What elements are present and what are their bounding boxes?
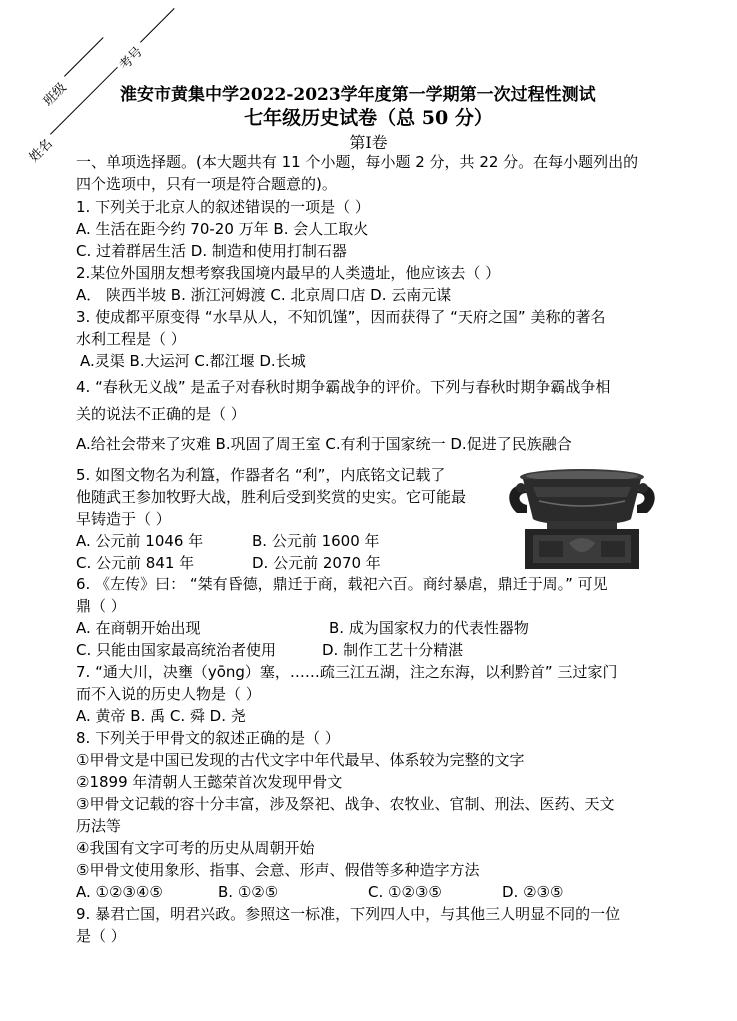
q8-option-c: C. ①②③⑤ [368, 883, 442, 901]
q2-options: A． 陕西半坡 B. 浙江河姆渡 C. 北京周口店 D. 云南元谋 [76, 286, 452, 304]
q1-options-line1: A. 生活在距今约 70-20 万年 B. 会人工取火 [76, 220, 369, 238]
q8-option-b: B. ①②⑤ [218, 883, 279, 901]
q5-option-d: D. 公元前 2070 年 [252, 554, 381, 572]
q6-option-a: A. 在商朝开始出现 [76, 619, 201, 637]
q7-stem-line2: 而不入说的历史人物是（ ） [76, 685, 261, 703]
q7-stem-line1: 7. “通大川，决壅（yōng）塞，……疏三江五湖，注之东海，以利黔首” 三过家门 [76, 663, 618, 681]
q8-item-1: ①甲骨文是中国已发现的古代文字中年代最早、体系较为完整的文字 [76, 751, 525, 769]
q3-options: A.灵渠 B.大运河 C.都江堰 D.长城 [80, 352, 306, 370]
section-intro-line1: 一、单项选择题。(本大题共有 11 个小题，每小题 2 分，共 22 分。在每小题列出的 [76, 153, 639, 171]
q6-option-b: B. 成为国家权力的代表性器物 [329, 619, 529, 637]
q8-item-5: ⑤甲骨文使用象形、指事、会意、形声、假借等多种造字方法 [76, 861, 480, 879]
q1-stem: 1. 下列关于北京人的叙述错误的一项是（ ） [76, 198, 370, 216]
q8-item-4: ④我国有文字可考的历史从周朝开始 [76, 839, 315, 857]
q5-option-a: A. 公元前 1046 年 [76, 532, 204, 550]
q4-options: A.给社会带来了灾难 B.巩固了周王室 C.有利于国家统一 D.促进了民族融合 [76, 435, 572, 453]
class-blank[interactable] [64, 37, 104, 77]
li-gui-bronze-vessel-image [503, 463, 661, 573]
q8-option-d: D. ②③⑤ [502, 883, 564, 901]
q6-stem-line1: 6. 《左传》曰： “桀有昏德，鼎迁于商，载祀六百。商纣暴虐，鼎迁于周。” 可见 [76, 575, 608, 593]
number-blank[interactable] [140, 8, 175, 43]
q8-item-3-line2: 历法等 [76, 817, 122, 835]
q4-stem-line2: 关的说法不正确的是（ ） [76, 405, 246, 423]
q6-stem-line2: 鼎（ ） [76, 597, 126, 615]
q8-stem: 8. 下列关于甲骨文的叙述正确的是（ ） [76, 729, 340, 747]
section-intro-line2: 四个选项中，只有一项是符合题意的)。 [76, 175, 337, 193]
q4-stem-line1: 4. “春秋无义战” 是孟子对春秋时期争霸战争的评价。下列与春秋时期争霸战争相 [76, 378, 611, 396]
q2-stem: 2.某位外国朋友想考察我国境内最早的人类遗址，他应该去（ ） [76, 264, 501, 282]
paper-title: 七年级历史试卷（总 50 分） [244, 107, 493, 129]
q5-stem-line2: 他随武王参加牧野大战，胜利后受到奖赏的史实。它可能最 [76, 488, 467, 506]
q3-stem-line2: 水利工程是（ ） [76, 330, 186, 348]
volume-label: 第Ⅰ卷 [349, 133, 388, 152]
number-label: 考号 [116, 44, 146, 74]
q5-option-c: C. 公元前 841 年 [76, 554, 195, 572]
q8-item-2: ②1899 年清朝人王懿荣首次发现甲骨文 [76, 773, 343, 791]
q5-stem-line1: 5. 如图文物名为利簋，作器者名 “利”，内底铭文记载了 [76, 466, 446, 484]
q1-options-line2: C. 过着群居生活 D. 制造和使用打制石器 [76, 242, 347, 260]
school-title: 淮安市黄集中学2022-2023学年度第一学期第一次过程性测试 [120, 85, 596, 105]
q8-option-a: A. ①②③④⑤ [76, 883, 163, 901]
q6-option-c: C. 只能由国家最高统治者使用 [76, 641, 277, 659]
q3-stem-line1: 3. 使成都平原变得 “水旱从人，不知饥馑”，因而获得了 “天府之国” 美称的著名 [76, 308, 606, 326]
q6-option-d: D. 制作工艺十分精湛 [322, 641, 464, 659]
q8-item-3-line1: ③甲骨文记载的容十分丰富，涉及祭祀、战争、农牧业、官制、刑法、医药、天文 [76, 795, 615, 813]
q5-stem-line3: 早铸造于（ ） [76, 510, 171, 528]
q9-stem-line1: 9. 暴君亡国，明君兴政。参照这一标准，下列四人中，与其他三人明显不同的一位 [76, 905, 621, 923]
class-label: 班级 [40, 80, 70, 110]
q7-options: A. 黄帝 B. 禹 C. 舜 D. 尧 [76, 707, 246, 725]
name-label: 姓名 [26, 136, 56, 166]
q9-stem-line2: 是（ ） [76, 927, 126, 945]
q5-option-b: B. 公元前 1600 年 [252, 532, 380, 550]
